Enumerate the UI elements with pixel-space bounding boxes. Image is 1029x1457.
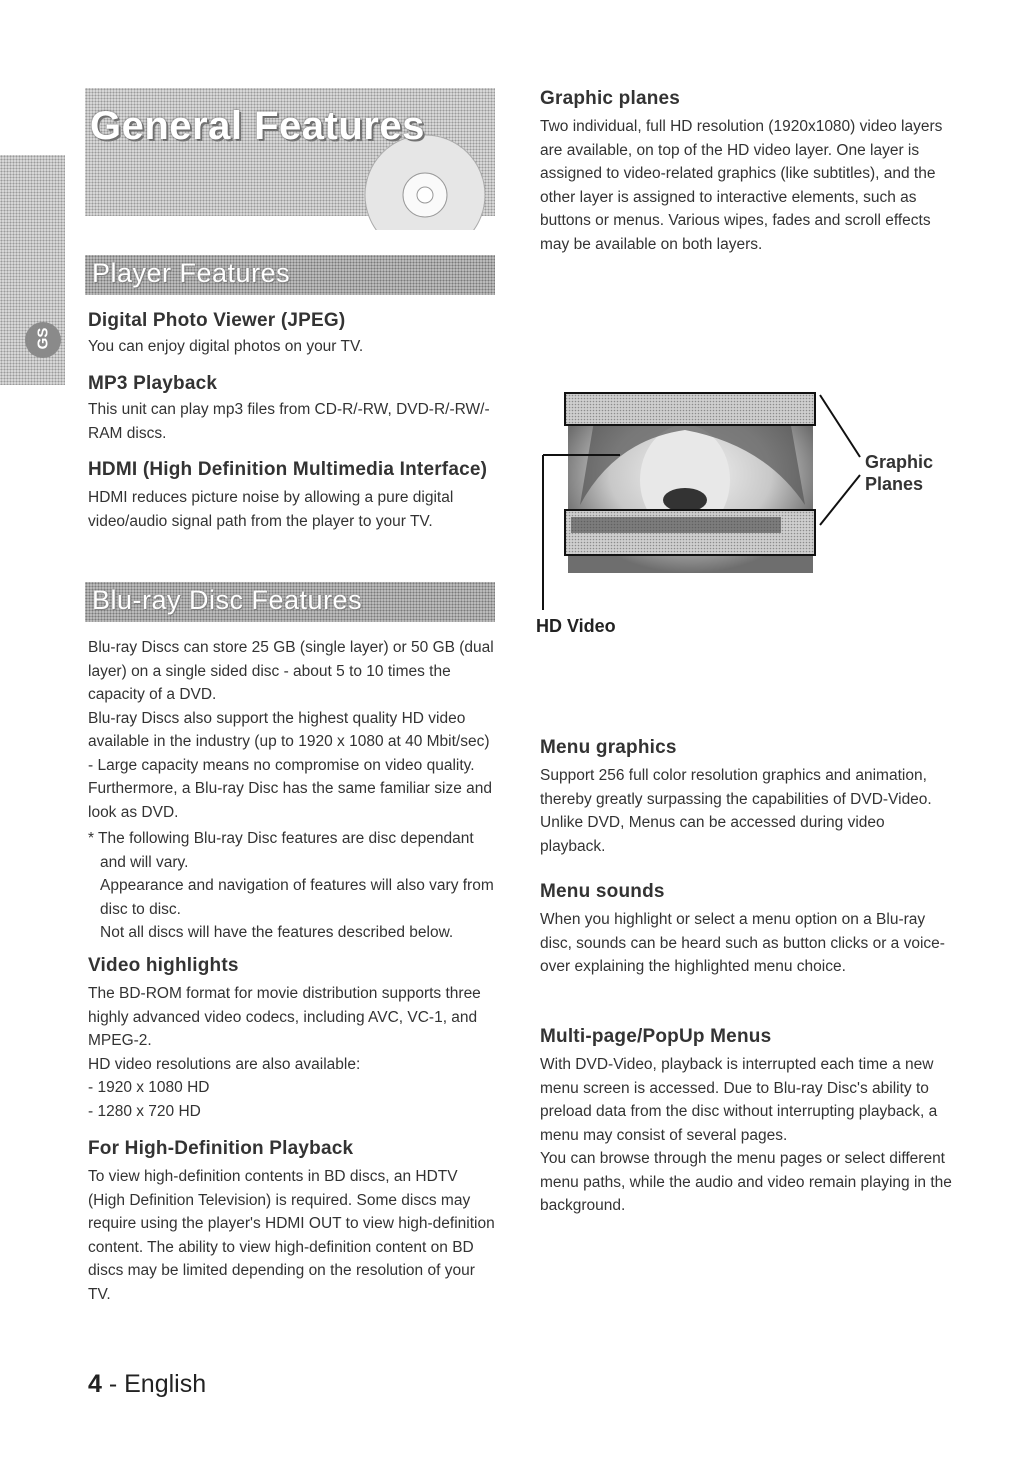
- section-body: Two individual, full HD resolution (1920x1080) video layers are available, on top of the HD video layer. One layer is assigned to video-related graphics (like subtitles), and the other layer is assigned to interactive elements, such as buttons or menus. Various wipes, fades and scroll effects may be available on both layers.: [540, 118, 943, 253]
- footer-separator: -: [101, 1370, 125, 1398]
- bluray-paragraph-1: Blu-ray Discs can store 25 GB (single layer) or 50 GB (dual layer) on a single sided disc - about 5 to 10 times the capacity of a DVD.: [88, 639, 494, 703]
- right-section-multi-page: [540, 1026, 955, 1218]
- section-bar-bluray-label: Blu-ray Disc Features: [92, 585, 363, 615]
- graphic-planes-illustration: [535, 385, 955, 645]
- section-body: This unit can play mp3 files from CD-R/-RW, DVD-R/-RW/-RAM discs.: [88, 401, 490, 442]
- list-item: - 1920 x 1080 HD: [88, 1079, 210, 1096]
- left-section-video: [88, 955, 498, 1123]
- bluray-paragraph-2: Blu-ray Discs also support the highest quality HD video available in the industry (up to 1920 x 1080 at 40 Mbit/sec) - Large capacity means no compromise on video quality. Furthermore, a Blu-ray Disc has the same familiar size and look as DVD.: [88, 709, 493, 821]
- page-number: 4: [88, 1370, 102, 1398]
- section-title: Video highlights: [88, 955, 239, 976]
- bluray-note-3: Not all discs will have the features described below.: [100, 924, 454, 941]
- section-body-2: HD video resolutions are also available:: [88, 1055, 361, 1073]
- left-section-hdmi: [88, 458, 498, 533]
- figure-label-graphic: [865, 451, 933, 495]
- section-body: Support 256 full color resolution graphics and animation, thereby greatly surpassing the capabilities of DVD-Video. Unlike DVD, Menus can be accessed during video playback.: [540, 767, 932, 855]
- bluray-note-1: * The following Blu-ray Disc features are disc dependant and will vary.: [88, 830, 474, 871]
- section-title: Menu graphics: [540, 737, 677, 758]
- page-language: English: [124, 1370, 207, 1398]
- bluray-note-2: Appearance and navigation of features will also vary from disc to disc.: [100, 877, 494, 918]
- figure-label-graphic-line1: Graphic: [865, 452, 934, 472]
- left-section-hd: [88, 1138, 498, 1306]
- section-title: Multi-page/PopUp Menus: [540, 1026, 772, 1047]
- section-title: MP3 Playback: [88, 373, 218, 394]
- right-section-graphic: [540, 88, 945, 256]
- section-body: HDMI reduces picture noise by allowing a pure digital video/audio signal path from the player to your TV.: [88, 489, 454, 530]
- section-bar-player-label: Player Features: [92, 258, 291, 288]
- section-body: To view high-definition contents in BD discs, an HDTV (High Definition Television) is required. Some discs may require using the player's HDMI OUT to view high-definition content. The ability to view high-definition content on BD discs may be limited depending on the resolution of your TV.: [88, 1168, 495, 1303]
- section-body: With DVD-Video, playback is interrupted each time a new menu screen is accessed. Due to Blu-ray Disc's ability to preload data from the disc without interrupting playback, a menu may consist of several pages.: [540, 1056, 938, 1144]
- right-section-menu-sounds: [540, 881, 945, 979]
- graphic-planes-figure: [535, 385, 955, 645]
- section-title: Graphic planes: [540, 88, 681, 109]
- list-item: - 1280 x 720 HD: [88, 1102, 201, 1120]
- left-section-jpeg: [88, 310, 498, 359]
- figure-label-graphic-line2: Planes: [865, 474, 924, 494]
- section-title: Menu sounds: [540, 881, 665, 902]
- page-footer: [88, 1370, 206, 1399]
- page-title: General Features: [90, 104, 425, 148]
- side-tab-label: GS: [34, 327, 52, 350]
- right-section-menu-graphics: [540, 737, 950, 858]
- section-body-2: You can browse through the menu pages or select different menu paths, while the audio and video remain playing in the background.: [540, 1150, 952, 1214]
- section-title: HDMI (High Definition Multimedia Interface): [88, 459, 488, 480]
- left-section-mp3: [88, 373, 503, 445]
- section-body: When you highlight or select a menu option on a Blu-ray disc, sounds can be heard such as button clicks or a voice-over explaining the highlighted menu choice.: [540, 911, 945, 975]
- resolution-list: [88, 1076, 498, 1123]
- section-body: You can enjoy digital photos on your TV.: [88, 338, 364, 355]
- section-title: For High-Definition Playback: [88, 1138, 354, 1159]
- figure-label-hd-video: HD Video: [536, 616, 616, 636]
- section-body: The BD-ROM format for movie distribution supports three highly advanced video codecs, including AVC, VC-1, and MPEG-2.: [88, 985, 481, 1049]
- bluray-text: [88, 636, 498, 945]
- section-title: Digital Photo Viewer (JPEG): [88, 310, 346, 331]
